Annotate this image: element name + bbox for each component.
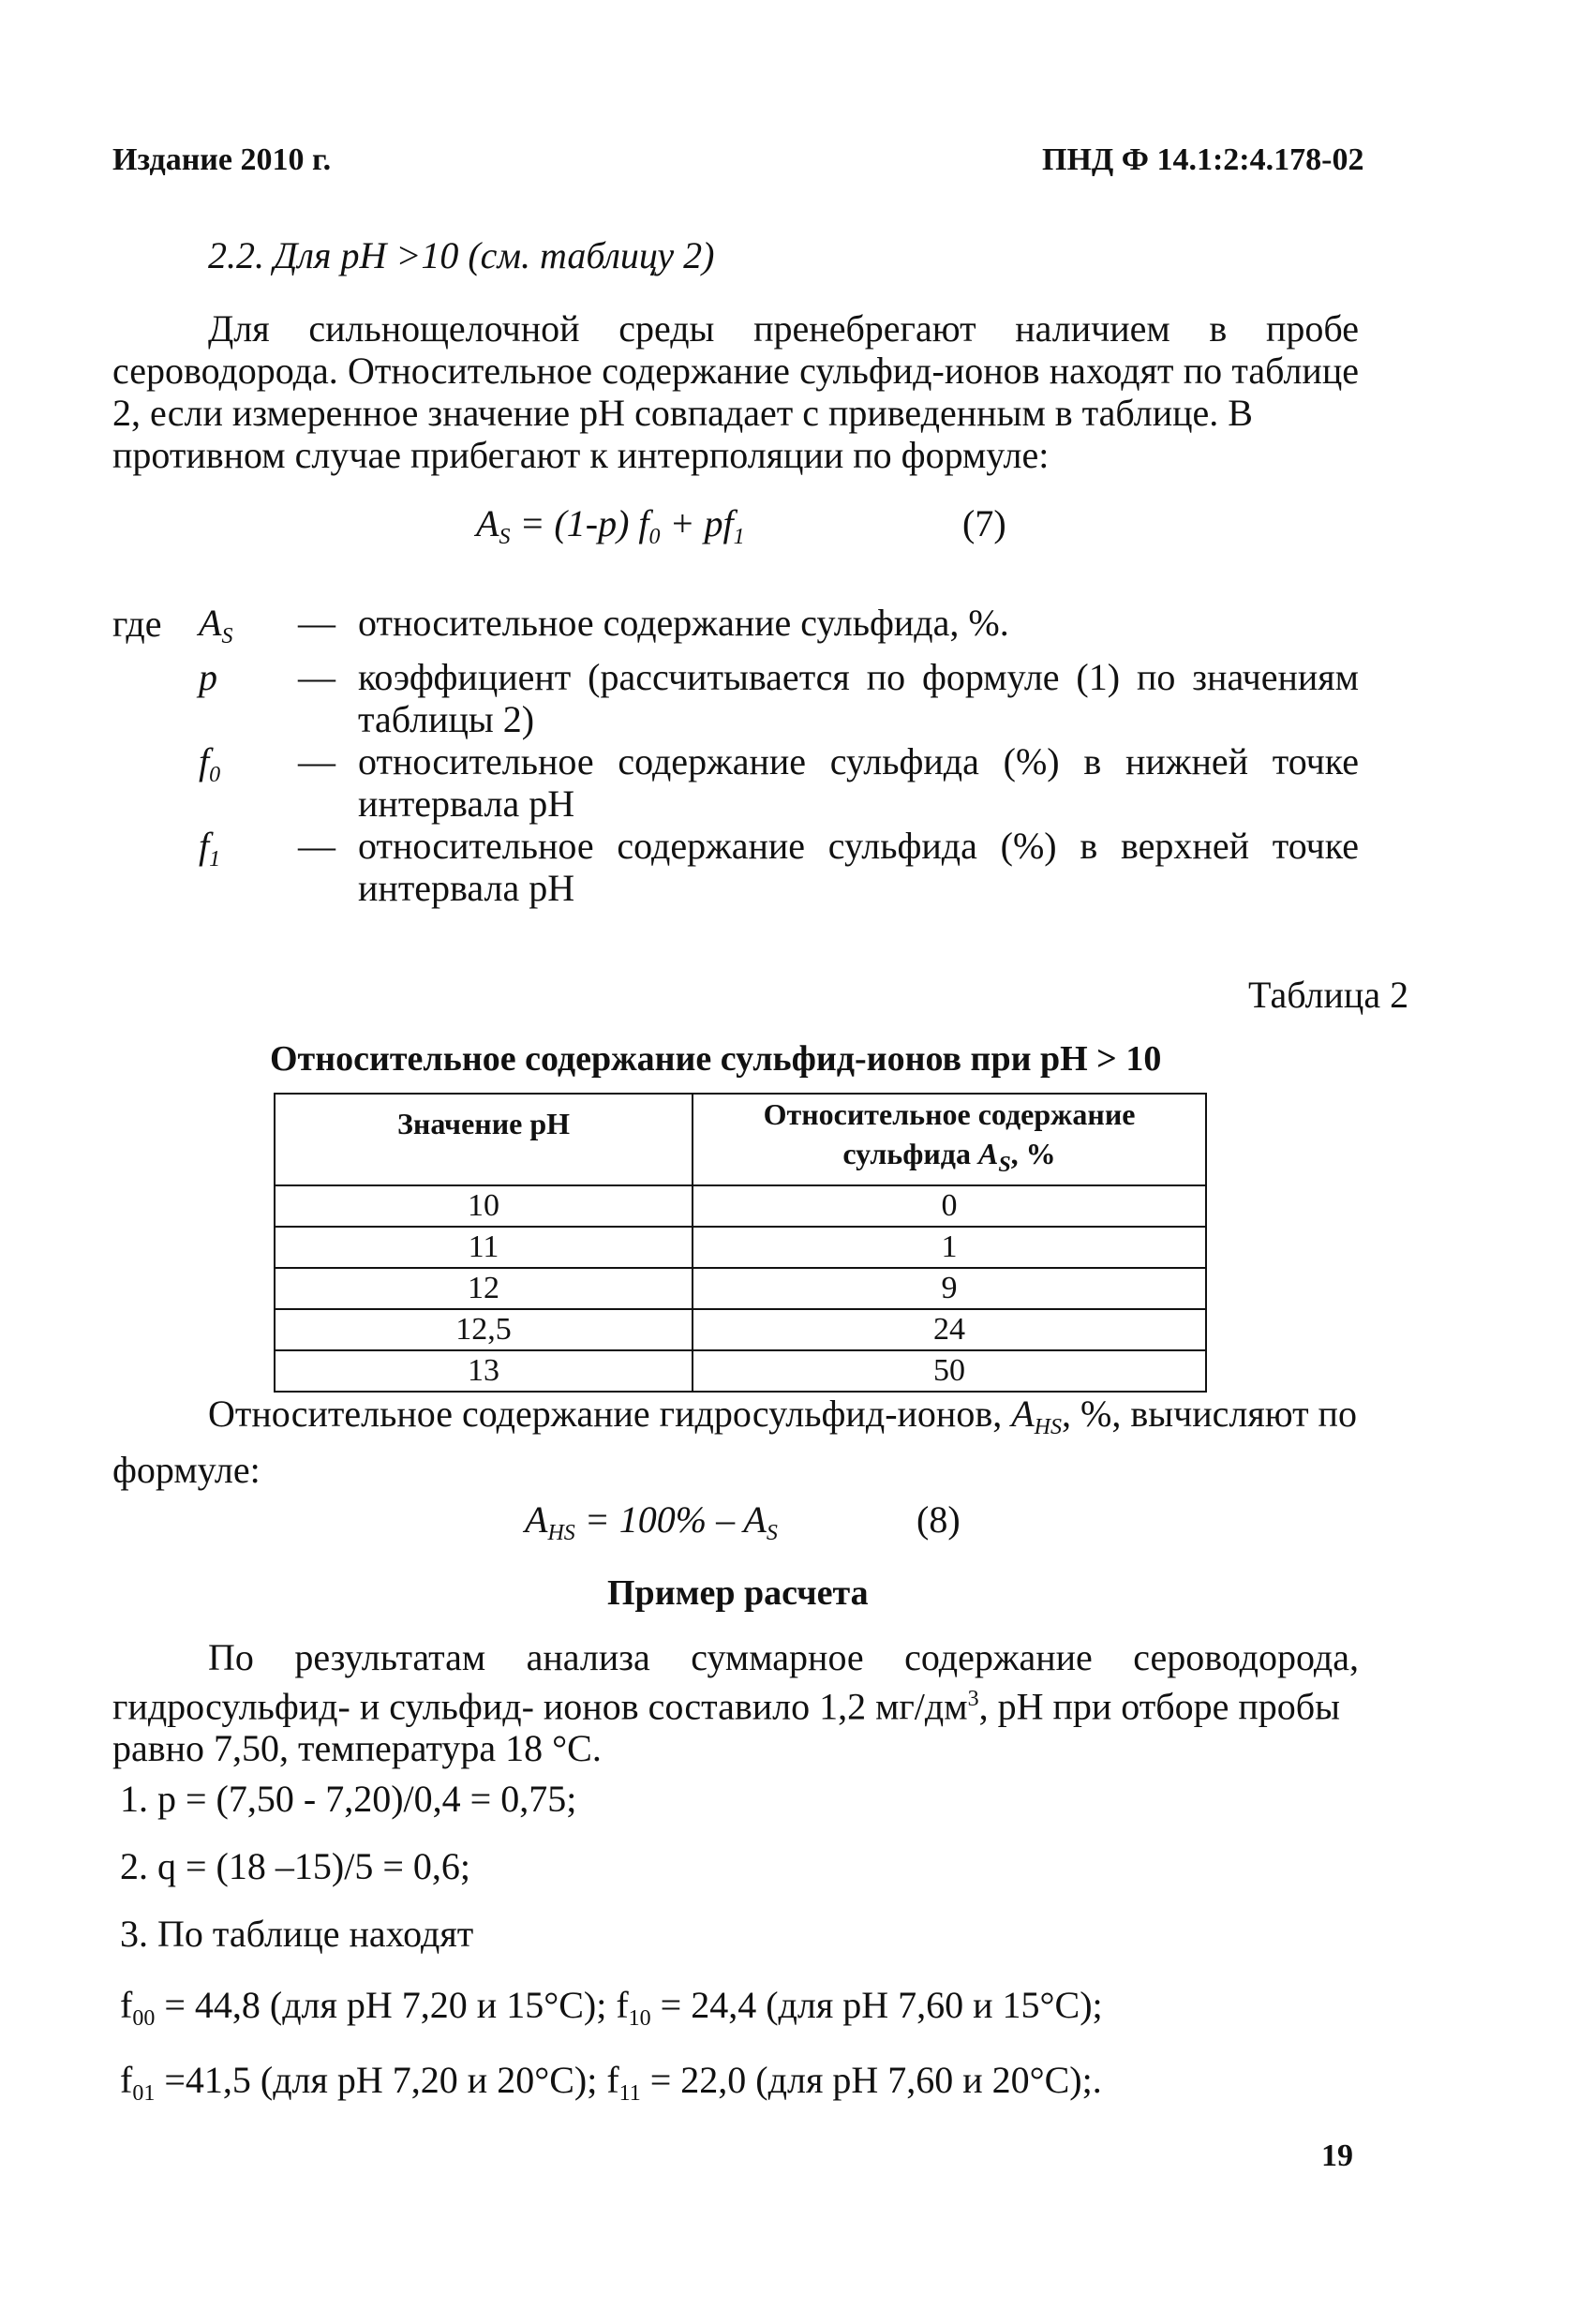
definition-text-line-1: коэффициент (рассчитывается по формуле (1) по значениям — [358, 656, 1359, 698]
definition-dash: — — [298, 656, 335, 698]
page-number: 19 — [1321, 2138, 1353, 2173]
definition-text-line-1: относительное содержание сульфида (%) в нижней точке — [358, 740, 1359, 782]
definition-text — [358, 656, 1359, 740]
definition-text-line-1: относительное содержание сульфида (%) в верхней точке — [358, 825, 1359, 867]
definition-symbol-wrap — [199, 656, 217, 698]
definition-symbol: f — [199, 740, 210, 782]
example-step-1: 1. p = (7,50 - 7,20)/0,4 = 0,75; — [120, 1778, 577, 1820]
table-row — [275, 1268, 1206, 1309]
table-cell-as: 50 — [693, 1350, 1206, 1392]
definition-text — [358, 825, 1359, 909]
section-heading: 2.2. Для pH >10 (см. таблицу 2) — [208, 234, 715, 276]
example-values-line-1: $f_{00} = 44,8$ (для pH 7,20 и 15°С); $f_{10} = 24,4$ (для pH 7,60 и 15°С); — [120, 1984, 1103, 2031]
definition-dash: — — [298, 825, 335, 867]
formula-7: $A_S = (1-p) f_0 + pf_1$ — [476, 502, 745, 549]
example-step-3: 3. По таблице находят — [120, 1913, 474, 1955]
definition-dash: — — [298, 740, 335, 782]
table-row — [275, 1185, 1206, 1227]
table-cell-ph: 10 — [275, 1185, 693, 1227]
header-doc-code: ПНД Ф 14.1:2:4.178-02 — [1042, 142, 1364, 177]
table-row — [275, 1227, 1206, 1268]
table-cell-ph: 11 — [275, 1227, 693, 1268]
example-values-line-2: $f_{01} =41,5$ (для pH 7,20 и 20°С); $f_{11} = 22,0$ (для pH 7,60 и 20°С);. — [120, 2059, 1102, 2106]
definition-text-line-2: интервала pH — [358, 867, 575, 909]
table-body — [275, 1185, 1206, 1392]
table-row — [275, 1309, 1206, 1350]
table-title: Относительное содержание сульфид-ионов при pH > 10 — [270, 1039, 1162, 1079]
table-header-as: Относительное содержание сульфида $A_S$, % — [693, 1094, 1206, 1185]
definition-symbol-wrap — [199, 825, 220, 881]
definition-symbol-wrap — [199, 602, 232, 658]
definitions-where: где — [112, 603, 162, 645]
formula-8: $A_{HS} = 100\% - A_S$ — [525, 1498, 778, 1545]
definition-symbol-sub: 1 — [209, 847, 221, 872]
table-header-row — [275, 1094, 1206, 1185]
table-cell-ph: 12 — [275, 1268, 693, 1309]
equation-number-7: (7) — [962, 502, 1006, 544]
paragraph-hydrosulfide: Относительное содержание гидросульфид-ионов, $A_{HS}$, %, вычисляют по формуле: — [112, 1393, 1357, 1491]
example-step-2: 2. q = (18 –15)/5 = 0,6; — [120, 1845, 470, 1887]
equation-number-8: (8) — [916, 1498, 961, 1541]
definition-dash: — — [298, 602, 335, 644]
example-heading: Пример расчета — [607, 1573, 869, 1613]
table-label: Таблица 2 — [1248, 974, 1409, 1016]
definition-text-line-2: интервала pH — [358, 782, 575, 825]
definition-text — [358, 740, 1359, 825]
definition-symbol: f — [199, 825, 210, 867]
table-header-ph: Значение pH — [275, 1094, 693, 1185]
table-cell-ph: 12,5 — [275, 1309, 693, 1350]
definition-symbol-sub: S — [221, 624, 233, 648]
definition-symbol-wrap — [199, 740, 220, 797]
table-cell-as: 0 — [693, 1185, 1206, 1227]
table-cell-ph: 13 — [275, 1350, 693, 1392]
sulfide-table — [274, 1093, 1207, 1393]
definition-symbol: p — [199, 656, 217, 698]
definition-text-line-2: таблицы 2) — [358, 698, 535, 740]
paragraph-intro-text: Для сильнощелочной среды пренебрегают наличием в пробе сероводорода. Относительное содержание сульфид-ионов находят по таблице 2, если измеренное значение pH совпадает с приведенным в таблице. В — [112, 307, 1359, 434]
paragraph-intro-last: противном случае прибегают к интерполяции по формуле: — [112, 434, 1050, 476]
definition-symbol-sub: 0 — [209, 763, 221, 787]
table-cell-as: 1 — [693, 1227, 1206, 1268]
header-edition: Издание 2010 г. — [112, 142, 332, 177]
definition-text-line-1: относительное содержание сульфида, %. — [358, 602, 1009, 644]
table-cell-as: 24 — [693, 1309, 1206, 1350]
definition-text — [358, 602, 1359, 644]
table-row — [275, 1350, 1206, 1392]
paragraph-example: По результатам анализа суммарное содержание сероводорода, гидросульфид- и сульфид- ионов составило 1,2 $мг/дм^3$, pH при отборе пробы равно 7,50, температура 18 °С. — [112, 1636, 1359, 1770]
table-cell-as: 9 — [693, 1268, 1206, 1309]
definition-symbol: A — [199, 602, 222, 644]
paragraph-intro — [112, 307, 1359, 476]
